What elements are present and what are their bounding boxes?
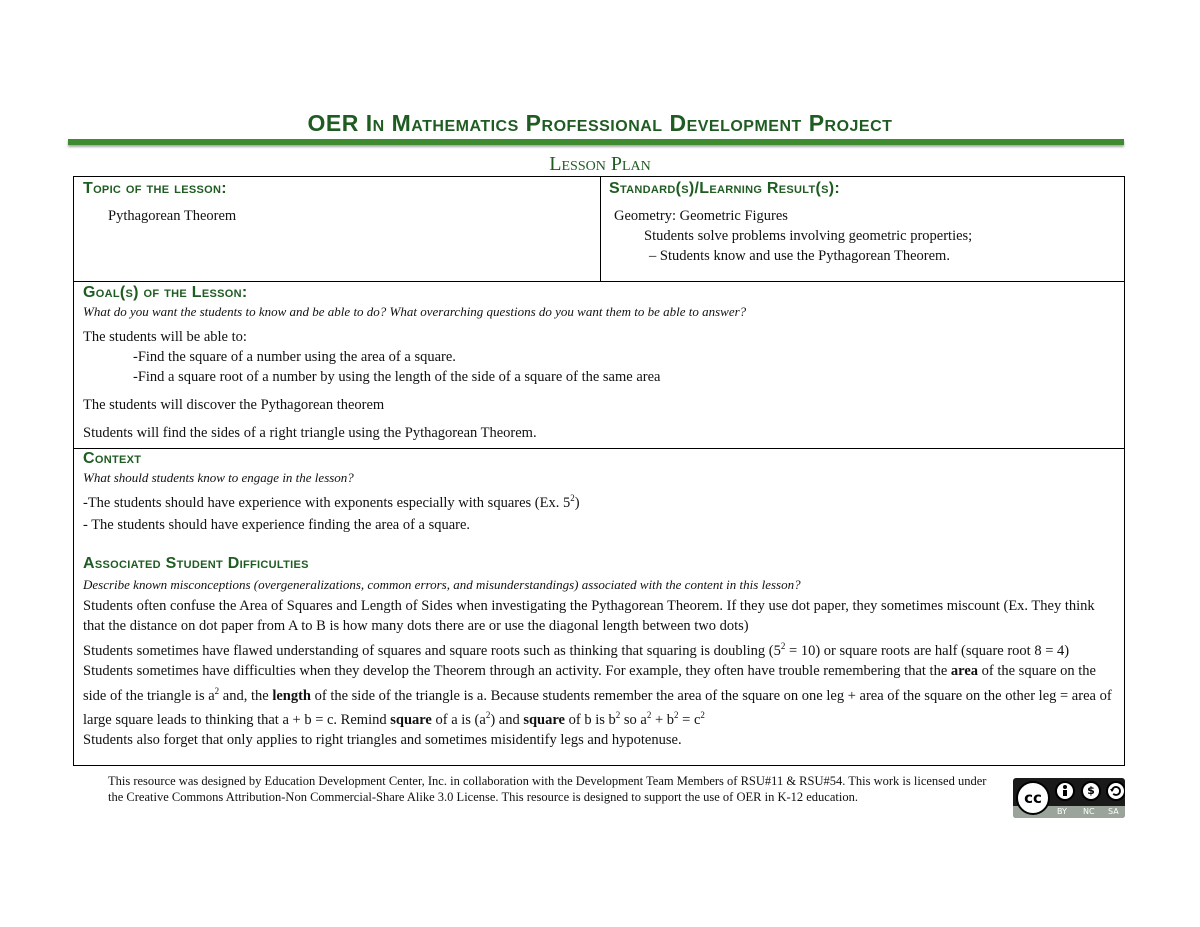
context-cell bbox=[83, 450, 1118, 750]
cc-icon: cc bbox=[1016, 781, 1050, 815]
difficulty-paragraph-3: Students sometimes have difficulties when they develop the Theorem through an activity. For example, they often have trouble remembering that the area of the square on the side of the triangle is $a^2$ and, the length of the side of the triangle is a. Because students remember the area of the square on one leg + area of the square on the other leg = area of large square leads to thinking that a + b = c. Remind square of a is $(a^2)$ and square of b is $b^2$ so $a^2 + b^2 = c^2$ bbox=[83, 662, 1112, 729]
page-title: OER In Mathematics Professional Development Project bbox=[307, 110, 893, 136]
title-divider bbox=[68, 139, 1124, 145]
difficulties-heading: Associated Student Difficulties bbox=[83, 554, 309, 572]
context-line-2: - The students should have experience finding the area of a square. bbox=[83, 516, 471, 533]
goals-cell bbox=[83, 284, 1118, 443]
row-divider bbox=[74, 281, 1124, 282]
footer-license-text: This resource was designed by Education Development Center, Inc. in collaboration with the Development Team Members of RSU#11 & RSU#54. This work is licensed under the Creative Commons Attribution-Non Commercial-Share Alike 3.0 License. This resource is designed to support the use of OER in K-12 education. bbox=[108, 774, 987, 804]
noncommercial-icon: $ bbox=[1081, 781, 1101, 801]
standards-line-2: Students solve problems involving geometric properties; bbox=[644, 228, 973, 244]
difficulties-prompt: Describe known misconceptions (overgeneralizations, common errors, and misunderstandings) associated with the content in this lesson? bbox=[83, 576, 801, 592]
difficulty-paragraph-4: Students also forget that only applies to right triangles and sometimes misidentify legs and hypotenuse. bbox=[83, 732, 682, 749]
topic-cell bbox=[83, 180, 593, 226]
goals-intro: The students will be able to: bbox=[83, 329, 247, 345]
standards-line-3: – Students know and use the Pythagorean Theorem. bbox=[649, 248, 950, 264]
difficulty-paragraph-1: Students often confuse the Area of Squares and Length of Sides when investigating the Pythagorean Theorem. If they use dot paper, they sometimes miscount (Ex. They think that the distance on dot paper from A to B is how many dots there are or use the diagonal length between two dots) bbox=[83, 597, 1095, 634]
goals-discover: The students will discover the Pythagorean theorem bbox=[83, 397, 385, 413]
standards-line-1: Geometry: Geometric Figures bbox=[614, 208, 788, 224]
lesson-plan-subtitle: Lesson Plan bbox=[549, 153, 651, 175]
topic-value: Pythagorean Theorem bbox=[108, 208, 237, 224]
goals-prompt: What do you want the students to know and be able to do? What overarching questions do you want them to be able to answer? bbox=[83, 304, 747, 319]
badge-by-label: BY bbox=[1057, 807, 1067, 816]
context-heading: Context bbox=[83, 450, 142, 467]
goals-item-1: -Find the square of a number using the area of a square. bbox=[133, 349, 456, 365]
column-divider bbox=[600, 177, 601, 281]
lesson-plan-table bbox=[73, 176, 1125, 766]
topic-heading: Topic of the lesson: bbox=[83, 180, 227, 197]
badge-nc-label: NC bbox=[1083, 807, 1095, 816]
context-line-1: -The students should have experience with exponents especially with squares (Ex. $5^2$) bbox=[83, 493, 580, 511]
goals-find-sides: Students will find the sides of a right triangle using the Pythagorean Theorem. bbox=[83, 425, 537, 441]
creative-commons-badge[interactable] bbox=[1013, 778, 1125, 818]
difficulty-paragraph-2: Students sometimes have flawed understanding of squares and square roots such as thinking that squaring is doubling $(5^2 = 10)$ or square roots are half (square root 8 = 4) bbox=[83, 640, 1070, 659]
attribution-icon bbox=[1055, 781, 1075, 801]
goals-item-2: -Find a square root of a number by using the length of the side of a square of the same area bbox=[133, 369, 661, 385]
badge-sa-label: SA bbox=[1108, 807, 1119, 816]
context-prompt: What should students know to engage in the lesson? bbox=[83, 470, 354, 485]
sharealike-icon bbox=[1106, 781, 1125, 801]
row-divider bbox=[74, 448, 1124, 449]
standards-heading: Standard(s)/Learning Result(s): bbox=[609, 180, 841, 197]
goals-heading: Goal(s) of the Lesson: bbox=[83, 284, 248, 301]
standards-cell bbox=[609, 180, 1119, 266]
